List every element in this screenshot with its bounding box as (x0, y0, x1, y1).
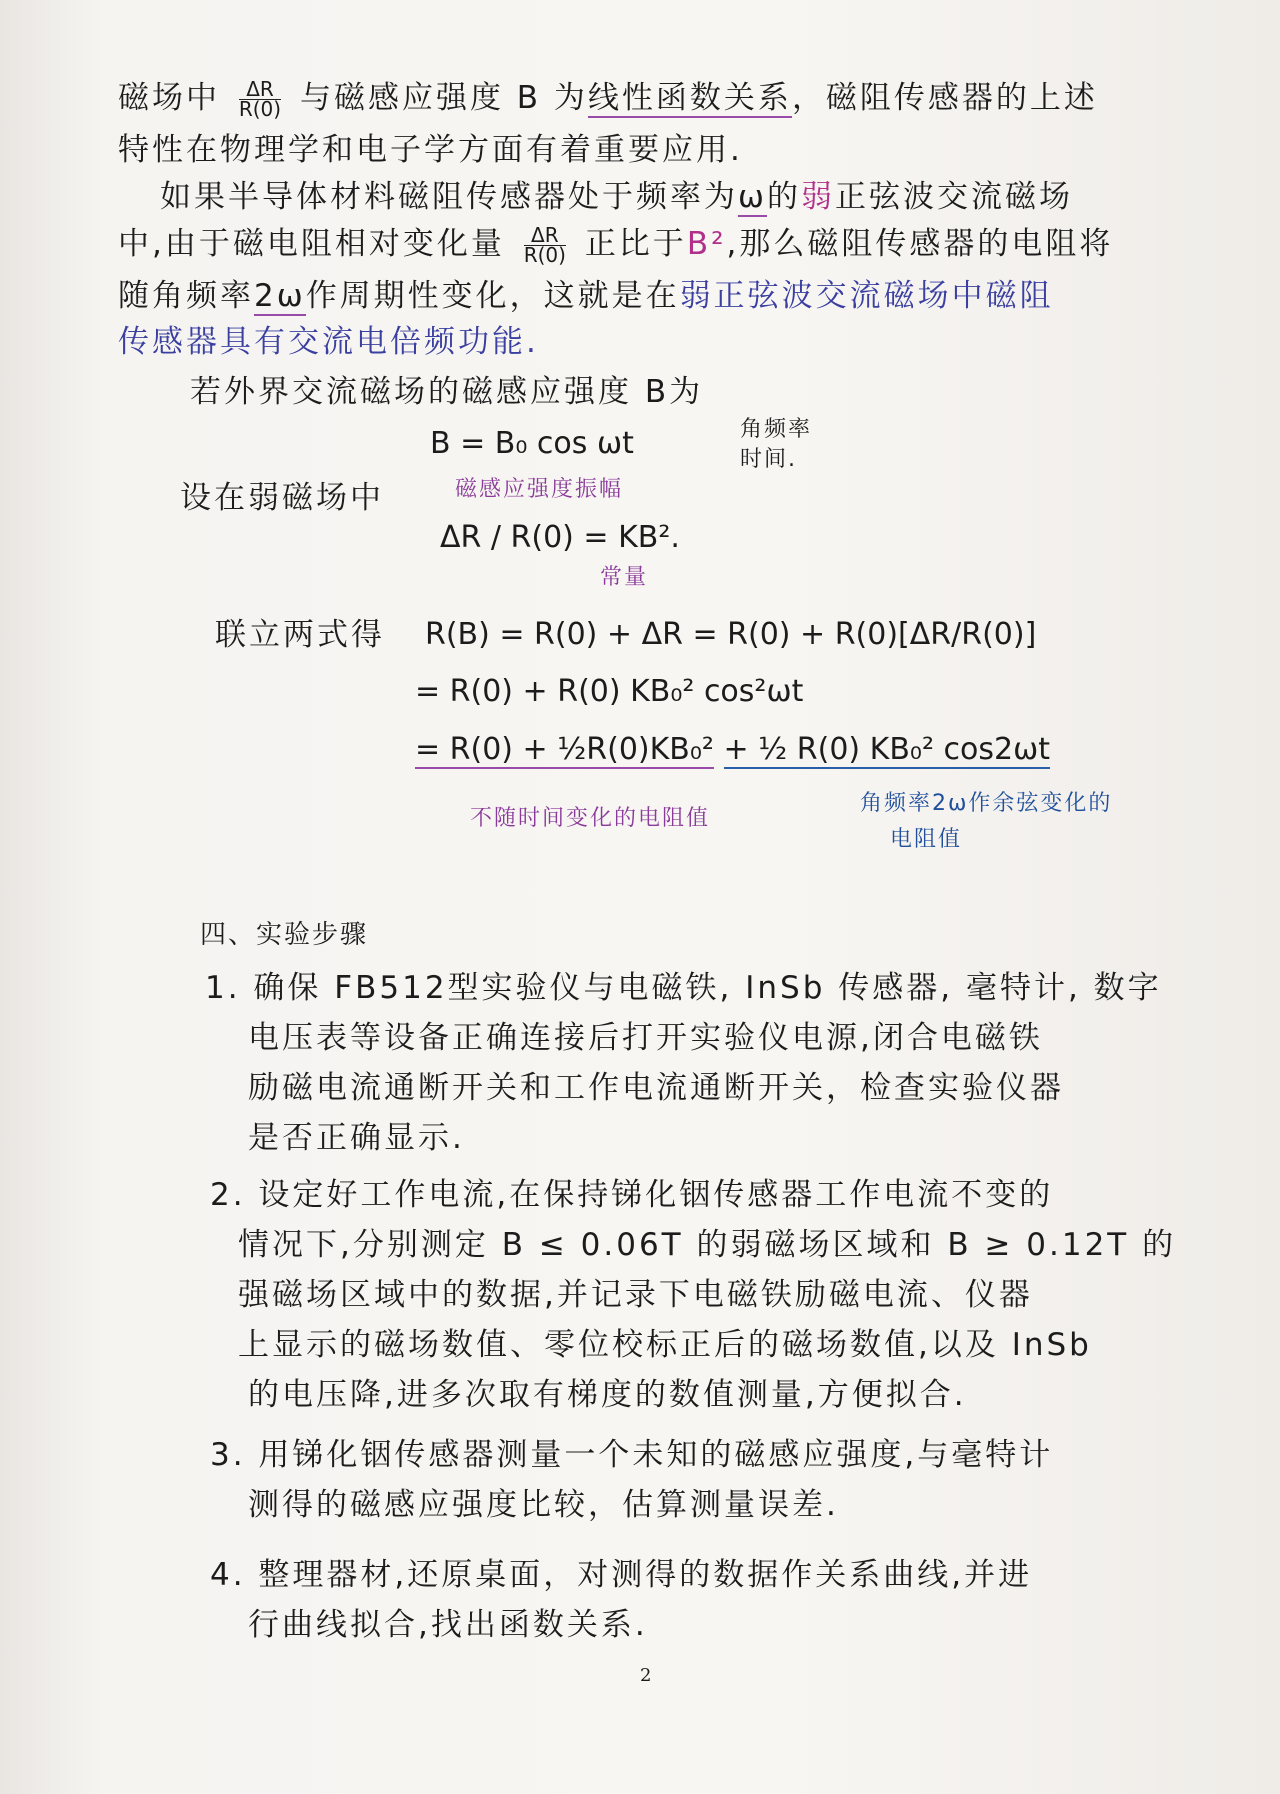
denominator: R(0) (238, 97, 282, 121)
step-4-line-2: 行曲线拟合,找出函数关系. (248, 1607, 648, 1643)
fraction-dR-R0 (238, 77, 282, 121)
annotation-time: 时间. (740, 447, 797, 472)
text: 与磁感应强度 B 为 (299, 80, 588, 116)
step-4-line-1: 4. 整理器材,还原桌面，对测得的数据作关系曲线,并进 (210, 1557, 1033, 1593)
intro-line-5 (118, 276, 1054, 316)
annotation-cosine-resistance: 角频率2ω作余弦变化的 (860, 791, 1113, 816)
text: 正弦波交流磁场 (834, 179, 1073, 215)
text: ，磁阻传感器的上述 (791, 80, 1098, 116)
step-2-line-3: 强磁场区域中的数据,并记录下电磁铁励磁电流、仪器 (238, 1277, 1033, 1313)
step-2-line-5: 的电压降,进多次取有梯度的数值测量,方便拟合. (248, 1377, 967, 1413)
numerator: ΔR (524, 226, 566, 246)
cosine-term: + ½ R(0) KB₀² cos2ωt (723, 732, 1050, 767)
fraction-dR-R0 (523, 223, 566, 267)
text: 随角频率 (118, 278, 254, 314)
highlight-text: 弱 (800, 179, 835, 215)
equation-rb-2: = R(0) + R(0) KB₀² cos²ωt (415, 674, 804, 709)
highlight-text: B² (686, 226, 727, 262)
step-3-line-2: 测得的磁感应强度比较，估算测量误差. (248, 1487, 839, 1523)
intro-line-1 (118, 78, 1098, 119)
page-number: 2 (640, 1665, 652, 1686)
step-2-line-2: 情况下,分别测定 B ≤ 0.06T 的弱磁场区域和 B ≥ 0.12T 的 (238, 1227, 1177, 1263)
step-2-line-1: 2. 设定好工作电流,在保持锑化铟传感器工作电流不变的 (210, 1177, 1054, 1213)
underlined-text: 线性函数关系 (587, 80, 792, 116)
constant-term: = R(0) + ½R(0)KB₀² (415, 732, 714, 767)
equation-rb: R(B) = R(0) + ΔR = R(0) + R(0)[ΔR/R(0)] (425, 617, 1037, 652)
derivation-ext-field: 若外界交流磁场的磁感应强度 B为 (190, 374, 704, 410)
intro-line-4 (118, 224, 1113, 265)
step-1-line-1: 1. 确保 FB512型实验仪与电磁铁, InSb 传感器, 毫特计, 数字 (205, 970, 1162, 1006)
intro-line-2: 特性在物理学和电子学方面有着重要应用. (118, 132, 743, 168)
omega-symbol: ω (738, 179, 767, 215)
annotation-constant-resistance: 不随时间变化的电阻值 (470, 806, 711, 831)
annotation-cosine-resistance-2: 电阻值 (890, 827, 963, 852)
steps-heading: 四、实验步骤 (200, 920, 369, 950)
equation-b: B = B₀ cos ωt (430, 426, 634, 461)
text: 正比于 (584, 226, 687, 262)
equation-rb-3 (415, 730, 1050, 770)
step-1-line-4: 是否正确显示. (248, 1120, 465, 1156)
annotation-angular-frequency: 角频率 (740, 417, 813, 442)
step-1-line-2: 电压表等设备正确连接后打开实验仪电源,闭合电磁铁 (248, 1020, 1043, 1056)
step-1-line-3: 励磁电流通断开关和工作电流通断开关，检查实验仪器 (248, 1070, 1064, 1106)
underlined-text: 2ω (254, 278, 306, 314)
annotation-constant: 常量 (600, 565, 649, 590)
text: 磁场中 (118, 80, 220, 116)
step-3-line-1: 3. 用锑化铟传感器测量一个未知的磁感应强度,与毫特计 (210, 1437, 1054, 1473)
annotation-amplitude: 磁感应强度振幅 (455, 477, 624, 502)
text: ,那么磁阻传感器的电阻将 (726, 226, 1114, 262)
text: 中,由于磁电阻相对变化量 (118, 226, 505, 262)
text: 作周期性变化，这就是在 (305, 278, 680, 314)
step-2-line-4: 上显示的磁场数值、零位校标正后的磁场数值,以及 InSb (238, 1327, 1092, 1363)
text: 的 (766, 179, 801, 215)
denominator: R(0) (523, 243, 566, 267)
numerator: ΔR (239, 80, 281, 100)
derivation-weak-field: 设在弱磁场中 (180, 480, 384, 516)
equation-dr: ΔR / R(0) = KB². (440, 520, 680, 555)
intro-line-6: 传感器具有交流电倍频功能. (118, 324, 539, 360)
highlight-text: 弱正弦波交流磁场中磁阻 (679, 278, 1054, 314)
text: 如果半导体材料磁阻传感器处于频率为 (160, 179, 738, 215)
derivation-combine: 联立两式得 (215, 617, 385, 653)
intro-line-3 (160, 177, 1073, 217)
